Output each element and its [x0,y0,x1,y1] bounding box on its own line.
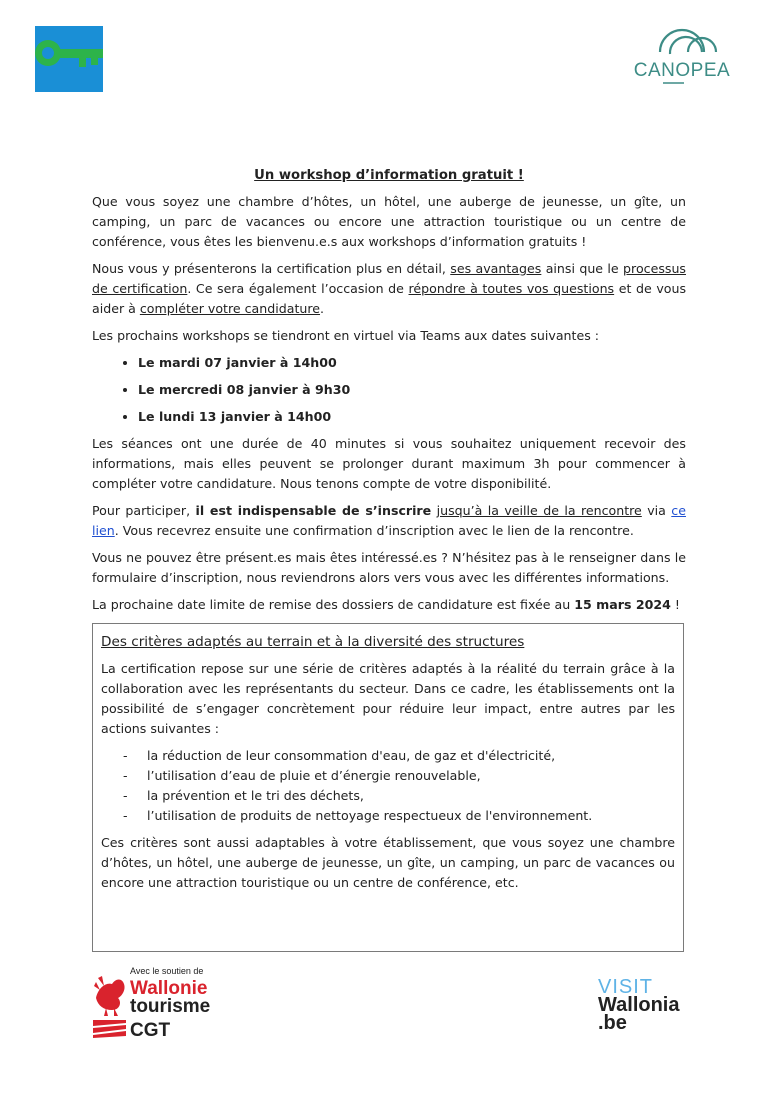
criteria-action: - l’utilisation de produits de nettoyage respectueux de l'environnement. [123,806,675,826]
wallonie-wordmark: Wallonie [130,978,208,999]
next-workshops-paragraph: Les prochains workshops se tiendront en virtuel via Teams aux dates suivantes : [92,328,600,343]
workshop-dates-list [92,353,686,427]
main-content [92,166,686,622]
criteria-box [92,623,684,952]
workshop-date: • Le mardi 07 janvier à 14h00 [138,353,686,373]
cgt-stripes-icon [93,1020,126,1038]
criteria-outro: Ces critères sont aussi adaptables à votre établissement, que vous soyez une chambre d’hôtes, un hôtel, une auberge de jeunesse, un gîte, un camping, un parc de vacances ou encore une attraction touristique ou un centre de conférence, etc. [101,835,675,890]
cgt-wordmark: CGT [130,1020,171,1040]
workshop-date: • Le lundi 13 janvier à 14h00 [138,407,686,427]
canopea-wordmark: CANOPEA [633,60,731,81]
wallonia-wordmark: Wallonia [598,994,680,1016]
registration-link[interactable]: ce lien [92,503,686,538]
support-text: Avec le soutien de [130,966,204,976]
criteria-action: - la réduction de leur consommation d'eau, de gaz et d'électricité, [123,746,675,766]
participate-paragraph: Pour participer, il est indispensable de s’inscrire jusqu’à la veille de la rencontre via ce lien. Vous recevrez ensuite une confirmation d’inscription avec le lien de la rencontre. [92,503,686,538]
deadline-paragraph: La prochaine date limite de remise des dossiers de candidature est fixée au 15 mars 2024 ! [92,597,680,612]
be-wordmark: .be [598,1012,627,1034]
criteria-action: - la prévention et le tri des déchets, [123,786,675,806]
tourisme-wordmark: tourisme [130,996,211,1017]
intro-paragraph: Que vous soyez une chambre d’hôtes, un hôtel, une auberge de jeunesse, un gîte, un camping, un parc de vacances ou encore une attraction touristique ou un centre de conférence, vous êtes les bienvenu.e.s aux workshops d’information gratuits ! [92,194,686,249]
duration-paragraph: Les séances ont une durée de 40 minutes si vous souhaitez uniquement recevoir des informations, mais elles peuvent se prolonger durant maximum 3h pour commencer à compléter votre candidature. Nous tenons compte de votre disponibilité. [92,436,686,491]
rooster-icon [94,976,125,1016]
green-key-logo [35,26,103,92]
visit-wallonia-logo [596,975,706,1035]
criteria-intro: La certification repose sur une série de critères adaptés à la réalité du terrain grâce à la collaboration avec les représentants du secteur. Dans ce cadre, les établissements ont la possibilité de s’engager concrètement pour réduire leur impact, entre autres par les actions suivantes : [101,661,675,736]
presentation-paragraph: Nous vous y présenterons la certification plus en détail, ses avantages ainsi que le processus de certification. Ce sera également l’occasion de répondre à toutes vos questions et de vous aider à compléter votre candidature. [92,261,687,316]
visit-wordmark: VISIT [598,976,654,998]
absent-paragraph: Vous ne pouvez être présent.es mais êtes intéressé.es ? N’hésitez pas à le renseigner dans le formulaire d’inscription, nous reviendrons alors vers vous avec les différentes informations. [92,550,686,585]
criteria-action: - l’utilisation d’eau de pluie et d’énergie renouvelable, [123,766,675,786]
criteria-title: Des critères adaptés au terrain et à la diversité des structures [101,634,525,650]
criteria-actions-list [101,746,675,826]
page-title: Un workshop d’information gratuit ! [254,168,524,183]
workshop-date: • Le mercredi 08 janvier à 9h30 [138,380,686,400]
canopea-logo [630,22,734,88]
wallonie-tourisme-logo [92,964,222,1040]
